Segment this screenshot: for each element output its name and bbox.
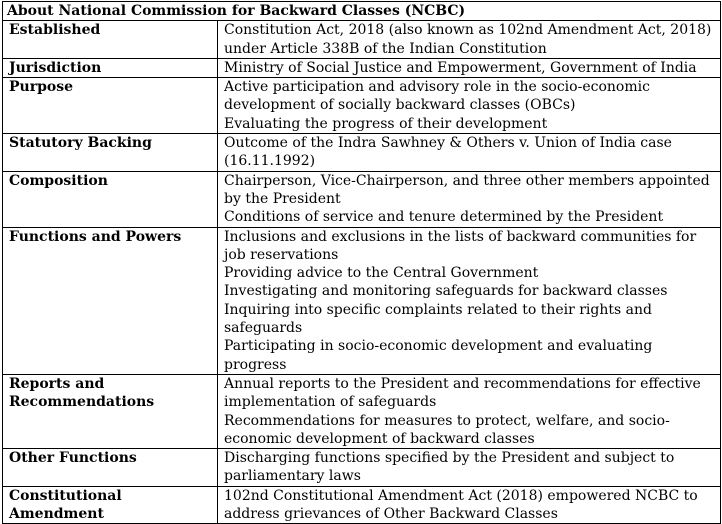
- table-row: [3, 374, 721, 448]
- row-value-line: Annual reports to the President and recommendations for effective: [224, 375, 701, 392]
- row-label: Jurisdiction: [3, 58, 218, 77]
- row-value: [218, 134, 721, 172]
- row-value: [218, 21, 721, 59]
- row-value-line: implementation of safeguards: [224, 394, 437, 411]
- table-row: [3, 171, 721, 227]
- table-header-row: [3, 2, 721, 21]
- row-value-line: job reservations: [224, 246, 339, 263]
- row-value-line: development of socially backward classes (OBCs): [224, 97, 576, 114]
- row-value-line: economic development of backward classes: [224, 430, 535, 447]
- row-value-line: Participating in socio-economic development and evaluating: [224, 338, 653, 355]
- row-value-line: parliamentary laws: [224, 468, 361, 485]
- row-value-line: Inclusions and exclusions in the lists of backward communities for: [224, 228, 697, 245]
- row-value-line: Evaluating the progress of their development: [224, 115, 548, 132]
- row-label: Purpose: [3, 78, 218, 134]
- table-row: [3, 78, 721, 134]
- table-row: [3, 449, 721, 487]
- row-value: [218, 171, 721, 227]
- row-value: [218, 449, 721, 487]
- row-value-line: Inquiring into specific complaints related to their rights and: [224, 301, 652, 318]
- row-label: Functions and Powers: [3, 227, 218, 374]
- row-value-line: by the President: [224, 190, 341, 207]
- row-value-line: progress: [224, 356, 287, 373]
- table-row: [3, 134, 721, 172]
- ncbc-info-table: [2, 1, 721, 524]
- row-label: Composition: [3, 171, 218, 227]
- row-value-line: Conditions of service and tenure determined by the President: [224, 209, 664, 226]
- table-row: [3, 486, 721, 524]
- row-value: [218, 78, 721, 134]
- row-label: Constitutional Amendment: [3, 486, 218, 524]
- row-value-line: Recommendations for measures to protect, welfare, and socio-: [224, 412, 670, 429]
- table-row: [3, 227, 721, 374]
- row-value-line: Outcome of the Indra Sawhney & Others v. Union of India case: [224, 135, 672, 152]
- row-value-line: under Article 338B of the Indian Constitution: [224, 40, 547, 57]
- row-value-line: Discharging functions specified by the President and subject to: [224, 450, 675, 467]
- row-value-line: 102nd Constitutional Amendment Act (2018) empowered NCBC to: [224, 487, 698, 504]
- row-value-line: Investigating and monitoring safeguards for backward classes: [224, 283, 668, 300]
- row-label: Reports and Recommendations: [3, 374, 218, 448]
- table-title: About National Commission for Backward Classes (NCBC): [3, 2, 721, 21]
- row-label: Established: [3, 21, 218, 59]
- table-row: [3, 58, 721, 77]
- table-body: [3, 21, 721, 524]
- row-label: Statutory Backing: [3, 134, 218, 172]
- row-value-line: address grievances of Other Backward Classes: [224, 506, 558, 523]
- row-value-line: Chairperson, Vice-Chairperson, and three other members appointed: [224, 172, 710, 189]
- row-value: [218, 486, 721, 524]
- row-value-line: (16.11.1992): [224, 153, 316, 170]
- row-value: [218, 227, 721, 374]
- row-value-line: Constitution Act, 2018 (also known as 102nd Amendment Act, 2018): [224, 22, 712, 39]
- row-value-line: Ministry of Social Justice and Empowerment, Government of India: [224, 59, 697, 76]
- row-value-line: Active participation and advisory role in the socio-economic: [224, 79, 650, 96]
- row-value: [218, 374, 721, 448]
- row-value-line: Providing advice to the Central Government: [224, 265, 539, 282]
- table-row: [3, 21, 721, 59]
- row-value-line: safeguards: [224, 320, 303, 337]
- row-value: [218, 58, 721, 77]
- row-label: Other Functions: [3, 449, 218, 487]
